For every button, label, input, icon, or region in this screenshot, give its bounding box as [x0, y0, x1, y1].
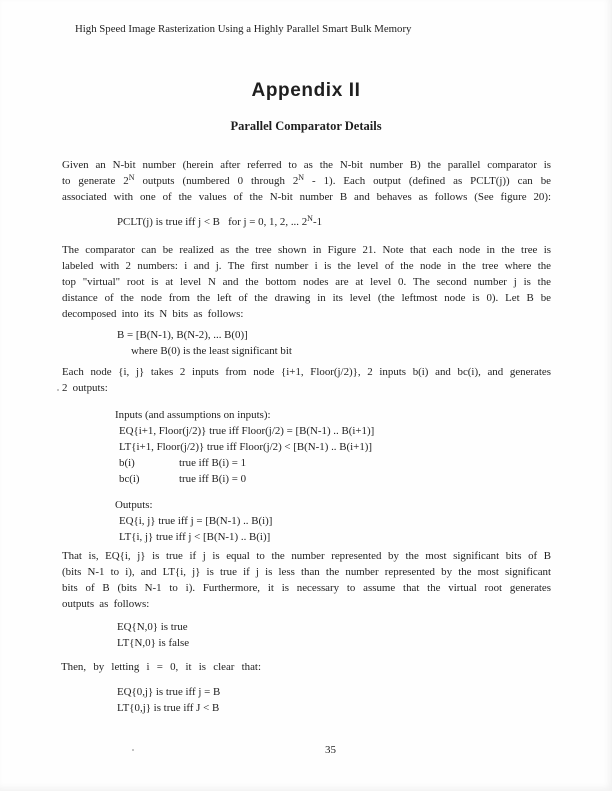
section-subtitle: Parallel Comparator Details [230, 119, 382, 133]
text-line: Given an N-bit number (herein after referred to as the N-bit number B) the parallel comparator is [62, 159, 551, 171]
input-bc-condition: true iff B(i) = 0 [179, 473, 247, 485]
formula-pclt: PCLT(j) is true iff j < B for j = 0, 1, 2, ... $2^N-1$ [117, 214, 323, 228]
input-b-label: b(i) [119, 457, 135, 469]
input-b-condition: true iff B(i) = 1 [179, 457, 247, 469]
text-line: bits of B (bits N-1 to i). Furthermore, it is necessary to assume that the virtual root generates [62, 582, 551, 594]
text-line: labeled with 2 numbers: i and j. The first number i is the level of the node in the tree where the [62, 260, 551, 272]
input-bc-label: bc(i) [119, 473, 140, 485]
text-line: (bits N-1 to i), and LT{i, j} is true if j is less than the number represented by the most significant [62, 566, 551, 578]
outputs-heading: Outputs: [115, 499, 153, 511]
text-line: 2 outputs: [62, 382, 108, 394]
input-b-row [119, 455, 246, 471]
text-line: The comparator can be realized as the tree shown in Figure 21. Note that each node in the tree is [62, 244, 551, 256]
text-line: EQ{N,0} is true [117, 621, 188, 633]
text-line: EQ{0,j} is true iff j = B [117, 686, 221, 698]
paragraph-intro [62, 157, 551, 205]
paragraph-node-io [62, 364, 551, 396]
text-line: LT{i+1, Floor(j/2)} true iff Floor(j/2) < [B(N-1) .. B(i+1)] [119, 441, 373, 453]
scan-artifact-dot [132, 749, 134, 751]
inputs-condition-list [119, 423, 374, 455]
outputs-condition-list [119, 513, 272, 545]
paragraph-tree-description [62, 242, 551, 322]
inputs-heading: Inputs (and assumptions on inputs): [115, 409, 271, 421]
text-line: That is, EQ{i, j} is true if j is equal to the number represented by the most significant bits of B [62, 550, 551, 562]
running-header: High Speed Image Rasterization Using a Highly Parallel Smart Bulk Memory [75, 23, 412, 35]
final-output-list [117, 684, 220, 716]
text-line: EQ{i+1, Floor(j/2)} true iff Floor(j/2) = [B(N-1) .. B(i+1)] [119, 425, 375, 437]
text-line: top "virtual" root is at level N and the bottom nodes are at level 0. The second number j is the [62, 276, 551, 288]
virtual-root-output-list [117, 619, 189, 651]
text-line: outputs as follows: [62, 598, 150, 610]
page-number: 35 [325, 744, 336, 756]
input-bc-row [119, 471, 246, 487]
text-line: EQ{i, j} true iff j = [B(N-1) .. B(i)] [119, 515, 273, 527]
text-line: LT{N,0} is false [117, 637, 190, 649]
scan-artifact-dot [57, 389, 59, 391]
text-line: Each node {i, j} takes 2 inputs from node {i+1, Floor(j/2)}, 2 inputs b(i) and bc(i), and generates [62, 366, 551, 378]
text-line: associated with one of the values of the N-bit number B and behaves as follows (See figure 20): [62, 191, 551, 203]
then-clause: Then, by letting i = 0, it is clear that: [61, 661, 261, 673]
text-line: decomposed into its N bits as follows: [62, 308, 244, 320]
text-line: LT{i, j} true iff j < [B(N-1) .. B(i)] [119, 531, 271, 543]
text-line: to generate $2^N$ outputs (numbered 0 through $2^N - 1$). Each output (defined as PCLT(j)) can be [62, 173, 551, 187]
text-line: distance of the node from the left of the drawing in its level (the leftmost node is 0). Let B be [62, 292, 551, 304]
text-line: LT{0,j} is true iff J < B [117, 702, 220, 714]
equation-b-decomposition: B = [B(N-1), B(N-2), ... B(0)] [117, 329, 248, 341]
appendix-title: Appendix II [251, 80, 361, 101]
equation-b-where-clause: where B(0) is the least significant bit [131, 345, 292, 357]
paragraph-explanation [62, 548, 551, 612]
